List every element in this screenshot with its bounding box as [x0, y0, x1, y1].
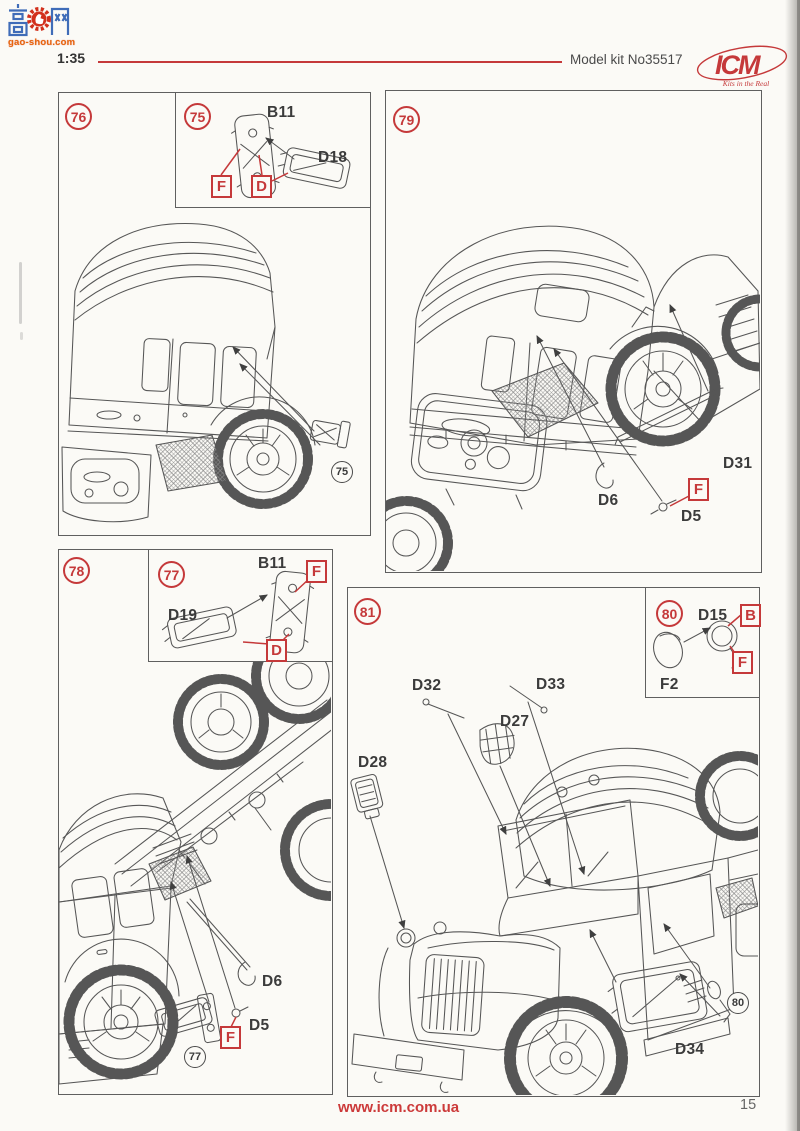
- scan-smudge: [19, 262, 22, 324]
- connector-box-f-75: F: [211, 175, 232, 198]
- footer-page-number: 15: [740, 1097, 757, 1113]
- step-number-81: 81: [354, 598, 381, 625]
- watermark: [7, 3, 76, 48]
- scale-label: 1:35: [57, 50, 86, 66]
- footer-website: www.icm.com.ua: [338, 1099, 460, 1116]
- part-label-d18: D18: [318, 149, 348, 166]
- ref-callout-75: 75: [331, 461, 353, 483]
- connector-box-f-80: F: [732, 651, 753, 674]
- part-label-d15: D15: [698, 607, 728, 624]
- part-label-d32: D32: [412, 677, 442, 694]
- ref-callout-77: 77: [184, 1046, 206, 1068]
- step-number-75: 75: [184, 103, 211, 130]
- connector-box-f-79: F: [688, 478, 709, 501]
- step-number-77: 77: [158, 561, 185, 588]
- part-label-d5-78: D5: [249, 1017, 270, 1034]
- connector-box-f-78: F: [220, 1026, 241, 1049]
- part-label-d27: D27: [500, 713, 530, 730]
- part-label-d34: D34: [675, 1041, 705, 1058]
- part-label-d19: D19: [168, 607, 198, 624]
- connector-box-d-75: D: [251, 175, 272, 198]
- part-label-d5-79: D5: [681, 508, 702, 525]
- scan-smudge: [20, 332, 23, 340]
- icm-tagline: Kits in the Real: [722, 79, 770, 88]
- watermark-logo: [7, 3, 71, 37]
- part-label-f2: F2: [660, 676, 679, 693]
- part-label-d31: D31: [723, 455, 753, 472]
- connector-box-d-77: D: [266, 639, 287, 662]
- step-number-76: 76: [65, 103, 92, 130]
- part-label-b11-75: B11: [267, 104, 296, 121]
- part-label-d6-78: D6: [262, 973, 283, 990]
- part-label-b11-77: B11: [258, 555, 287, 572]
- part-label-d28: D28: [358, 754, 388, 771]
- connector-box-b-80: B: [740, 604, 761, 627]
- icm-logo: [694, 45, 790, 91]
- connector-box-f-77: F: [306, 560, 327, 583]
- watermark-gear-icon: [29, 9, 49, 29]
- watermark-char-gao: [9, 4, 27, 35]
- part-label-d6-79: D6: [598, 492, 619, 509]
- watermark-char-wang: [52, 9, 68, 35]
- ref-callout-80: 80: [727, 992, 749, 1014]
- step-number-78: 78: [63, 557, 90, 584]
- part-label-d33: D33: [536, 676, 566, 693]
- icm-logo-text: ICM: [715, 50, 759, 80]
- step-number-80: 80: [656, 600, 683, 627]
- kit-number: Model kit No35517: [570, 52, 683, 67]
- watermark-domain: gao-shou.com: [8, 37, 76, 48]
- header-rule: [98, 61, 562, 63]
- step-number-79: 79: [393, 106, 420, 133]
